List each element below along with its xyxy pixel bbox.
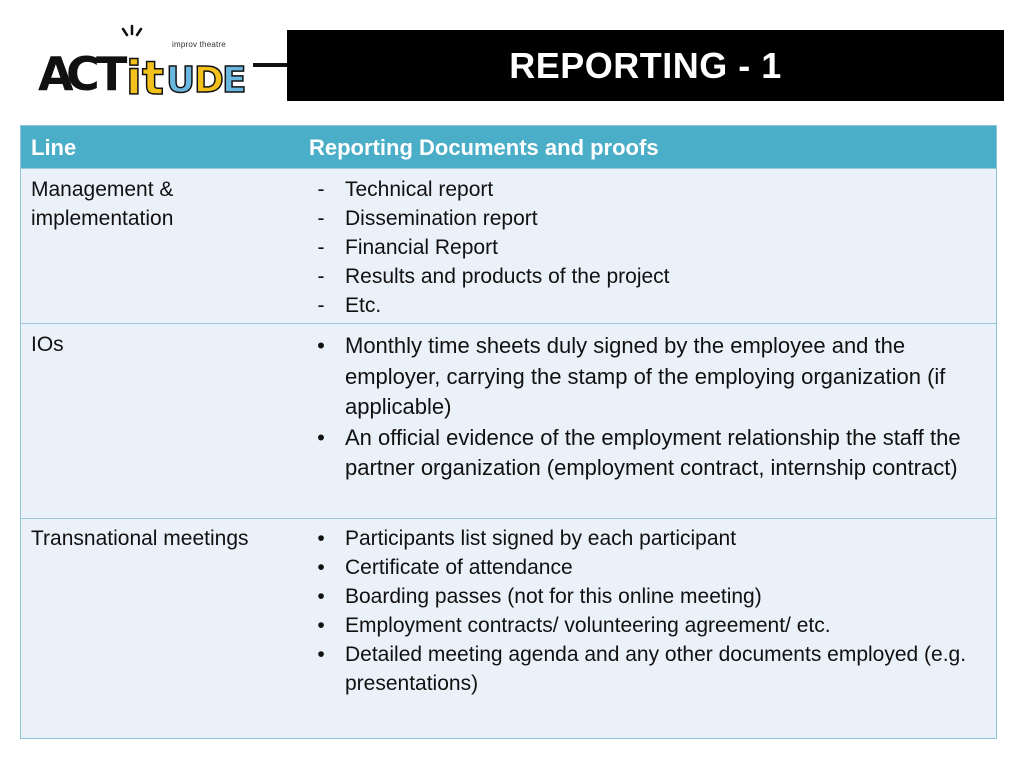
dash-marker: - <box>317 178 325 201</box>
logo-letter-a: A <box>38 47 74 101</box>
actitude-logo <box>36 20 251 105</box>
list-item <box>309 553 989 582</box>
bullet-marker: • <box>317 643 325 666</box>
list-item-text: Participants list signed by each participant <box>345 527 737 550</box>
logo-letter-u: U <box>166 60 196 101</box>
list-item <box>309 640 989 698</box>
logo-letter-c: C <box>66 47 100 101</box>
list-item-text: Dissemination report <box>345 207 538 230</box>
row-documents <box>309 524 989 698</box>
list-item-text: Etc. <box>345 294 382 317</box>
list-item-text: Employment contracts/ volunteering agreement/ etc. <box>345 614 831 637</box>
logo-letter-t: T <box>96 47 128 101</box>
title-connector-line <box>253 63 289 67</box>
logo-letter-e: E <box>222 60 247 101</box>
dash-marker: - <box>317 265 325 288</box>
row-line-label: Management & implementation <box>31 178 174 230</box>
column-header-documents: Reporting Documents and proofs <box>309 135 659 160</box>
dash-marker: - <box>317 236 325 259</box>
dash-marker: - <box>317 207 325 230</box>
table-header-row <box>21 126 996 168</box>
list-item <box>309 582 989 611</box>
table-row <box>21 518 996 738</box>
list-item <box>309 524 989 553</box>
document-list <box>309 175 989 320</box>
list-item <box>309 331 989 423</box>
logo-tagline: improv theatre <box>172 40 226 49</box>
dash-marker: - <box>317 294 325 317</box>
table-row <box>21 323 996 518</box>
list-item-text: Financial Report <box>345 236 498 259</box>
reporting-table <box>20 125 997 739</box>
list-item-text: An official evidence of the employment relationship the staff the partner organization (employment contract, internship contract) <box>345 424 961 480</box>
list-item <box>309 204 989 233</box>
bullet-marker: • <box>317 333 325 358</box>
column-header-line: Line <box>31 135 77 160</box>
list-item <box>309 233 989 262</box>
list-item-text: Boarding passes (not for this online meeting) <box>345 585 762 608</box>
table-row <box>21 168 996 323</box>
logo-letter-d: D <box>194 60 224 101</box>
page-title: REPORTING - 1 <box>509 44 782 86</box>
list-item-text: Certificate of attendance <box>345 556 573 579</box>
title-bar <box>287 30 1004 101</box>
bullet-marker: • <box>317 556 325 579</box>
bullet-marker: • <box>317 585 325 608</box>
row-line-label: IOs <box>31 333 64 356</box>
list-item <box>309 611 989 640</box>
list-item <box>309 262 989 291</box>
document-list <box>309 524 989 698</box>
list-item-text: Technical report <box>345 178 494 201</box>
logo-graphic <box>36 20 251 105</box>
bullet-marker: • <box>317 614 325 637</box>
list-item <box>309 291 989 320</box>
document-list <box>309 331 989 484</box>
list-item-text: Detailed meeting agenda and any other documents employed (e.g. presentations) <box>345 643 967 695</box>
logo-letter-t2: t <box>142 51 164 105</box>
bullet-marker: • <box>317 527 325 550</box>
list-item <box>309 175 989 204</box>
logo-letter-i: i <box>126 51 142 105</box>
row-documents <box>309 175 989 320</box>
list-item-text: Monthly time sheets duly signed by the employee and the employer, carrying the stamp of the employing organization (if applicable) <box>345 333 946 419</box>
bullet-marker: • <box>317 424 325 450</box>
row-line-label: Transnational meetings <box>31 527 249 550</box>
list-item-text: Results and products of the project <box>345 265 670 288</box>
list-item <box>309 423 989 484</box>
row-documents <box>309 331 989 484</box>
